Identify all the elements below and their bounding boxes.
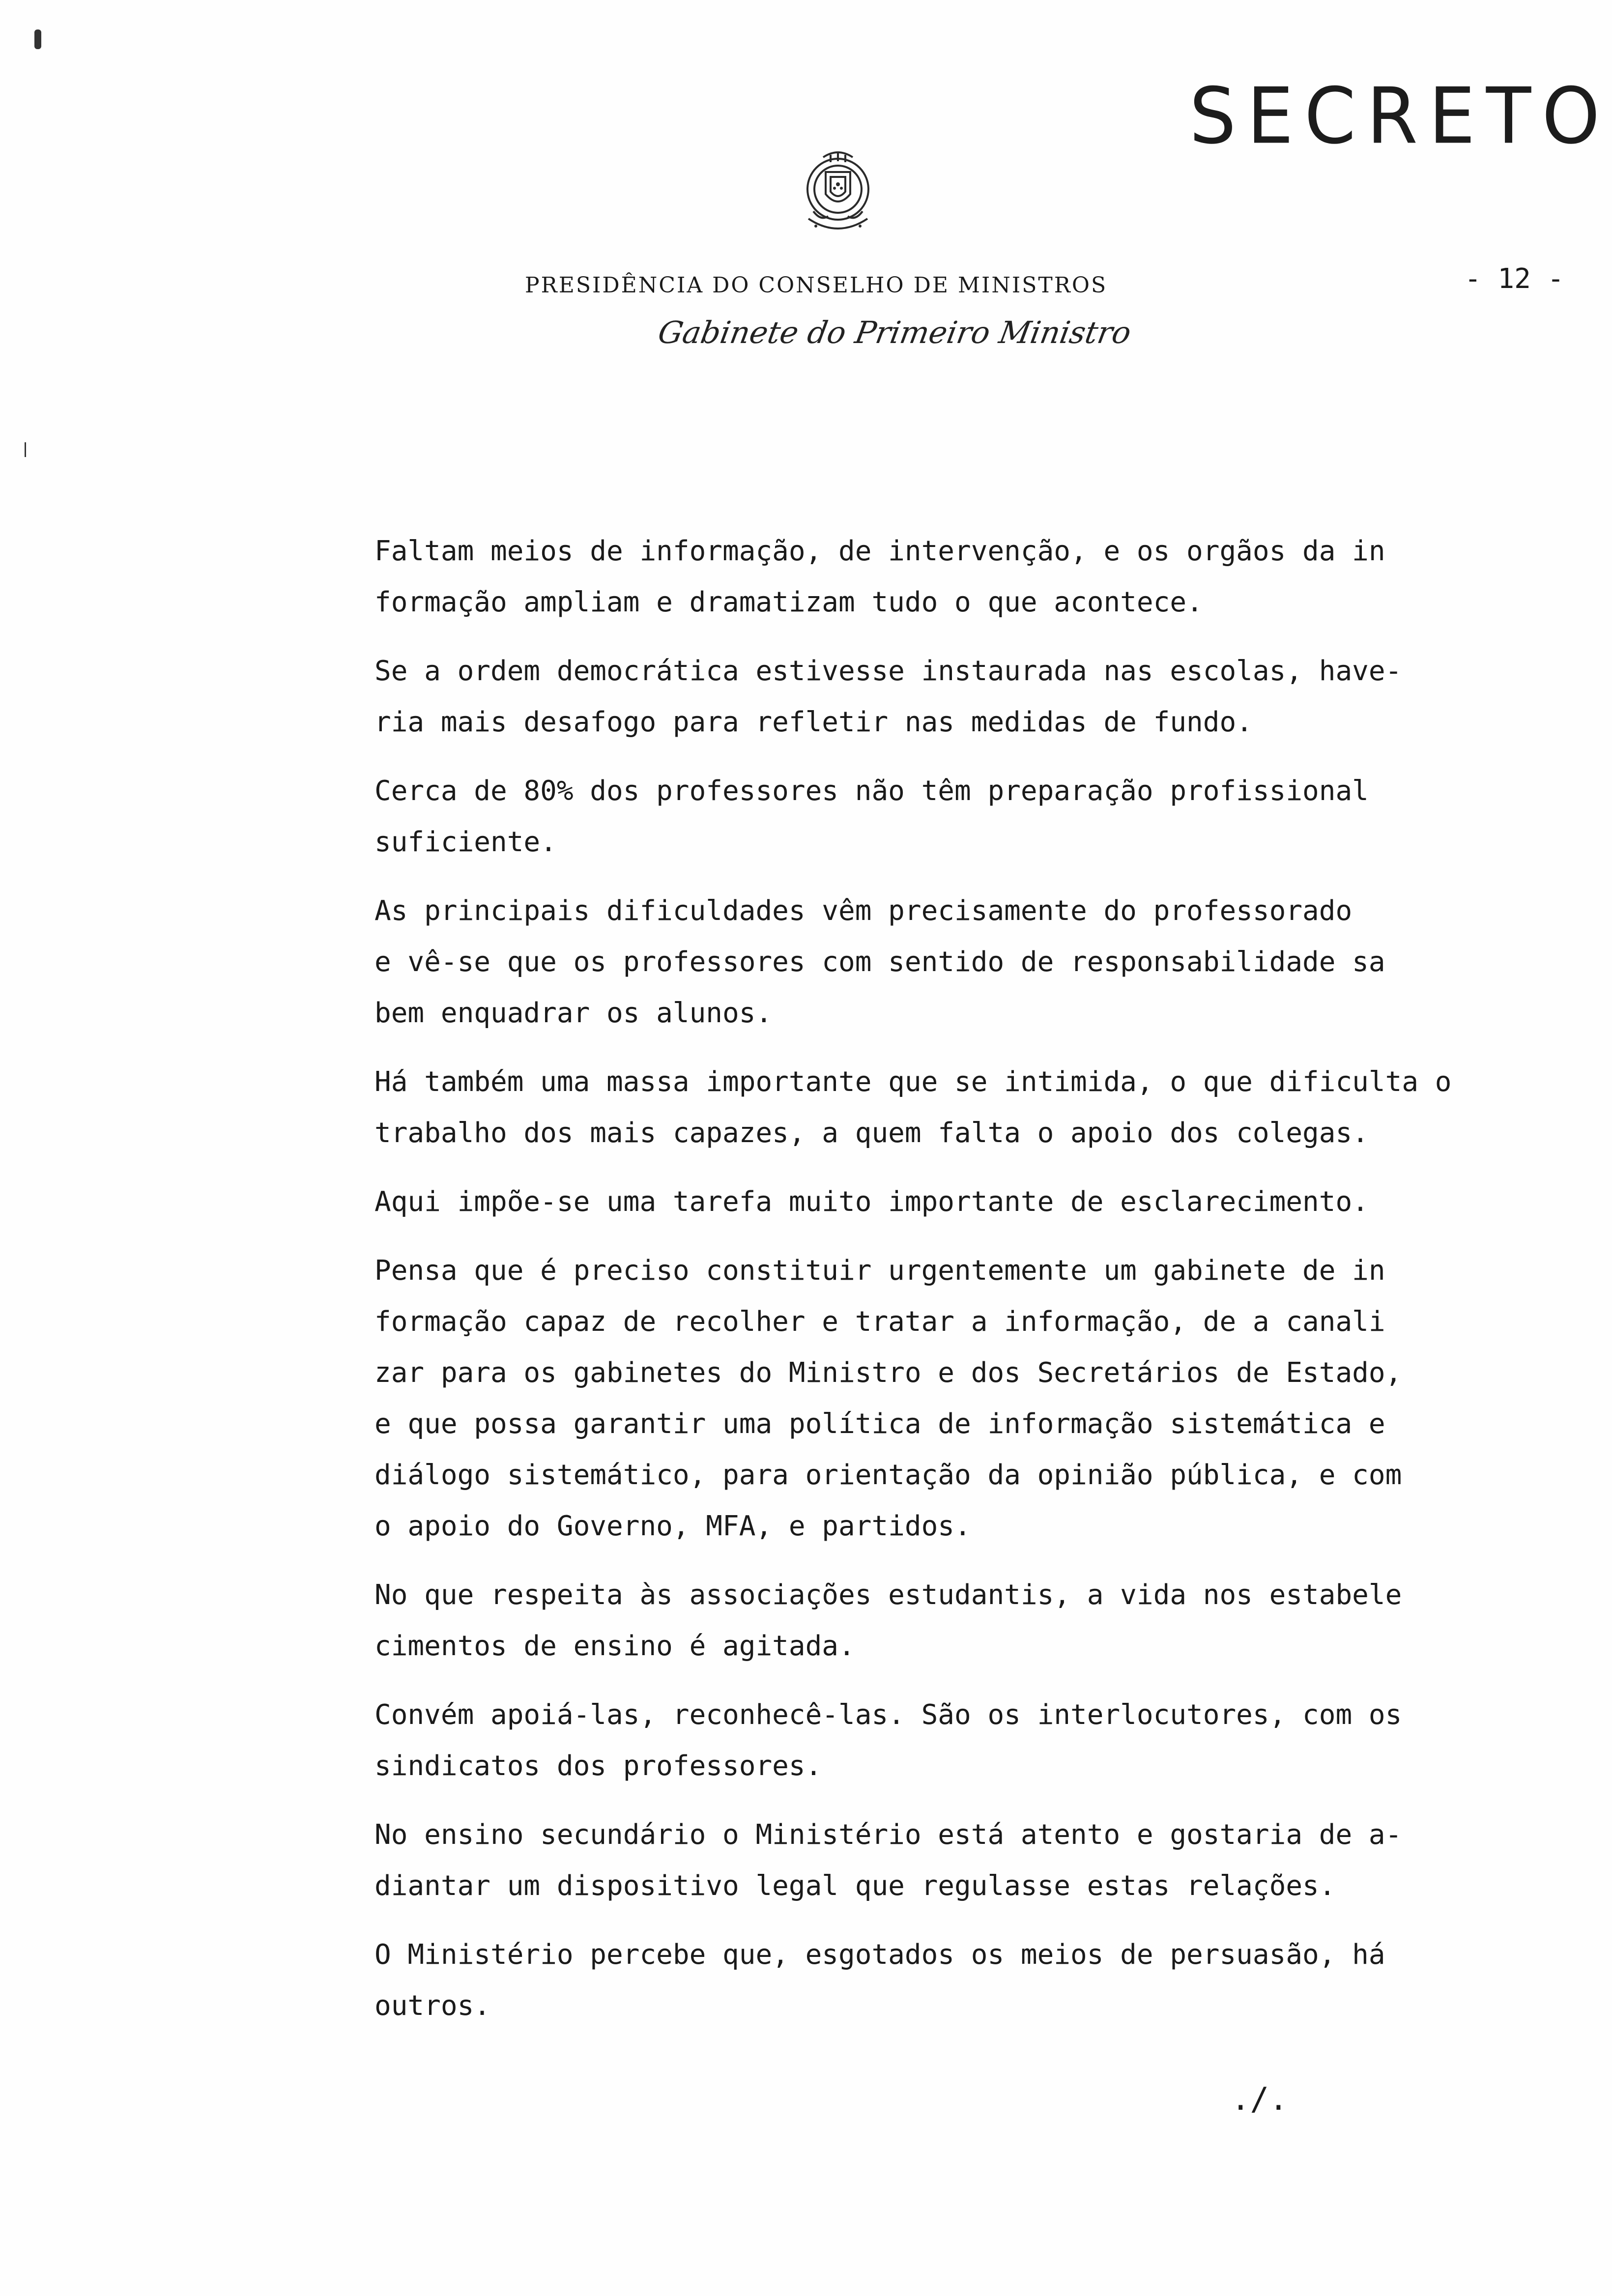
text-line: trabalho dos mais capazes, a quem falta o apoio dos colegas. (374, 1117, 1369, 1149)
text-line: cimentos de ensino é agitada. (374, 1630, 855, 1662)
paragraph (374, 1057, 1485, 1159)
text-line: Convém apoiá-las, reconhecê-las. São os interlocutores, com os (374, 1699, 1402, 1731)
text-line: ria mais desafogo para refletir nas medidas de fundo. (374, 706, 1253, 738)
text-line: sindicatos dos professores. (374, 1750, 822, 1782)
text-line: formação capaz de recolher e tratar a informação, de a canali (374, 1306, 1385, 1338)
page-number: - 12 - (1465, 263, 1564, 295)
text-line: No que respeita às associações estudantis, a vida nos estabele (374, 1579, 1402, 1611)
text-line: suficiente. (374, 826, 557, 858)
paragraph (374, 646, 1485, 748)
text-line: o apoio do Governo, MFA, e partidos. (374, 1510, 971, 1542)
text-line: As principais dificuldades vêm precisamente do professorado (374, 895, 1353, 927)
paragraph (374, 1245, 1485, 1552)
text-line: Cerca de 80% dos professores não têm preparação profissional (374, 775, 1369, 807)
paragraph (374, 766, 1485, 868)
scan-mark (25, 442, 26, 457)
text-line: Se a ordem democrática estivesse instaurada nas escolas, have- (374, 655, 1402, 687)
text-line: e que possa garantir uma política de informação sistemática e (374, 1408, 1385, 1440)
text-line: formação ampliam e dramatizam tudo o que acontece. (374, 586, 1203, 618)
continuation-mark: ./. (1231, 2081, 1288, 2118)
coat-of-arms-seal (781, 138, 894, 251)
text-line: Há também uma massa importante que se intimida, o que dificulta o (374, 1066, 1452, 1098)
text-line: zar para os gabinetes do Ministro e dos Secretários de Estado, (374, 1357, 1402, 1389)
text-line: Pensa que é preciso constituir urgentemente um gabinete de in (374, 1255, 1385, 1287)
organization-name: PRESIDÊNCIA DO CONSELHO DE MINISTROS (525, 273, 1108, 298)
paragraph (374, 1809, 1485, 1912)
scan-mark (34, 29, 41, 49)
text-line: e vê-se que os professores com sentido de responsabilidade sa (374, 946, 1385, 978)
text-line: Aqui impõe-se uma tarefa muito importante de esclarecimento. (374, 1186, 1369, 1218)
paragraph (374, 1570, 1485, 1672)
text-line: bem enquadrar os alunos. (374, 997, 773, 1029)
text-line: diálogo sistemático, para orientação da opinião pública, e com (374, 1459, 1402, 1491)
document-body (374, 526, 1485, 2049)
text-line: outros. (374, 1990, 491, 2022)
office-name: Gabinete do Primeiro Ministro (655, 315, 1134, 350)
paragraph (374, 526, 1485, 628)
text-line: diantar um dispositivo legal que regulasse estas relações. (374, 1870, 1336, 1902)
paragraph (374, 886, 1485, 1039)
text-line: Faltam meios de informação, de intervenção, e os orgãos da in (374, 535, 1385, 567)
text-line: No ensino secundário o Ministério está atento e gostaria de a- (374, 1819, 1402, 1851)
paragraph (374, 1929, 1485, 2032)
paragraph (374, 1177, 1485, 1228)
classification-stamp: SECRETO (1189, 71, 1611, 162)
text-line: O Ministério percebe que, esgotados os meios de persuasão, há (374, 1939, 1385, 1971)
paragraph (374, 1690, 1485, 1792)
